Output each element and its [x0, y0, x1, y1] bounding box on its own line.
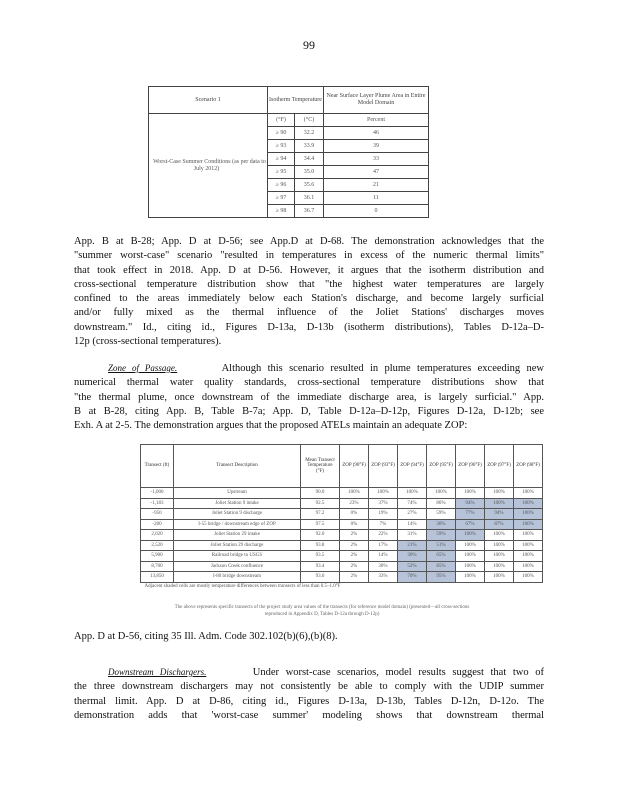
zop-cell: 100% [485, 572, 514, 583]
transect-cell: 5,900 [141, 551, 174, 562]
zop-cell: 27% [398, 509, 427, 520]
zop-cell: 2% [340, 561, 369, 572]
paragraph-1 [74, 235, 544, 349]
t2-header: Mean Transect Temperature (°F) [301, 445, 340, 488]
zop-row [141, 572, 543, 583]
text-line: "summer worst-case" scenario "resulted in temperatures in excess of the numeric thermal limits" [74, 250, 544, 262]
zop-cell: 100% [514, 509, 543, 520]
table-note: The above represents specific transects of the project study area values of the transects (for reference model domain) (presented—all cross-sections reproduced in Appendix D, Tables D-12a through D-12p) [174, 605, 470, 617]
text-line: demonstration adds that 'worst-case summer' modeling shows that downstream thermal [74, 709, 544, 721]
unit-f: (°F) [268, 114, 295, 127]
zop-cell: 86% [427, 498, 456, 509]
zop-row [141, 551, 543, 562]
zop-cell: 100% [456, 561, 485, 572]
zop-cell: 100% [485, 498, 514, 509]
zop-cell: 100% [514, 530, 543, 541]
zop-cell: 100% [398, 488, 427, 499]
text-line [74, 361, 544, 376]
zop-cell: 65% [427, 551, 456, 562]
text-line: and/or fully mixed as the thermal influence of the Joliet Stations' discharges moves [74, 307, 544, 319]
zop-cell: 100% [456, 551, 485, 562]
mean-temp-cell: 90.0 [301, 488, 340, 499]
zop-cell: 100% [485, 540, 514, 551]
mean-temp-cell: 93.5 [301, 551, 340, 562]
table-footnote: Adjacent shaded cells are mostly temperature differences between transects of less than 0.5–1.0°F [144, 584, 341, 590]
zop-cell: 100% [427, 488, 456, 499]
t2-header: Transect Description [174, 445, 301, 488]
zop-row [141, 530, 543, 541]
t2-header: ZOP (93°F) [369, 445, 398, 488]
t1-cell: 36.7 [295, 205, 324, 218]
t1-cell: 33.9 [295, 140, 324, 153]
t1-cell: 0 [324, 205, 429, 218]
transect-cell: 13,850 [141, 572, 174, 583]
paragraph-4 [74, 665, 544, 723]
zop-row [141, 488, 543, 499]
zop-cell: 31% [398, 530, 427, 541]
t2-header: ZOP (94°F) [398, 445, 427, 488]
zop-cell: 74% [398, 498, 427, 509]
mean-temp-cell: 97.2 [301, 509, 340, 520]
transect-cell: 2,020 [141, 530, 174, 541]
zop-cell: 77% [456, 509, 485, 520]
zop-cell: 100% [514, 551, 543, 562]
description-cell: Jackson Creek confluence [174, 561, 301, 572]
description-cell: Joliet Station 9 intake [174, 498, 301, 509]
t1-cell: ≥ 95 [268, 166, 295, 179]
t1-cell: ≥ 98 [268, 205, 295, 218]
zop-cell: 100% [514, 498, 543, 509]
text-line: numerical thermal water quality standards, cross-sectional temperature distributions show that [74, 377, 544, 389]
zop-cell: 30% [398, 551, 427, 562]
t1-cell: 33 [324, 153, 429, 166]
isotherm-table [148, 86, 429, 218]
transect-cell: 8,700 [141, 561, 174, 572]
paragraph-2 [74, 361, 544, 433]
t1-cell: 47 [324, 166, 429, 179]
description-cell: I-80 bridge downstream [174, 572, 301, 583]
transect-cell: -1,000 [141, 488, 174, 499]
zop-cell: 85% [427, 561, 456, 572]
t2-header: ZOP (95°F) [427, 445, 456, 488]
zop-cell: 14% [369, 551, 398, 562]
t1-cell: 34.4 [295, 153, 324, 166]
t1-cell: 32.2 [295, 127, 324, 140]
description-cell: Joliet Station 9 discharge [174, 509, 301, 520]
t1-cell: 11 [324, 192, 429, 205]
zop-cell: 100% [456, 572, 485, 583]
zop-cell: 17% [369, 540, 398, 551]
mean-temp-cell: 93.8 [301, 540, 340, 551]
text-line: "the thermal plume, once downstream of the immediate discharge area, is largely surficial." App. [74, 391, 544, 403]
mean-temp-cell: 93.4 [301, 561, 340, 572]
t2-header: ZOP (90°F) [340, 445, 369, 488]
text-line: App. B at B-28; App. D at D-56; see App.D at D-68. The demonstration acknowledges that the [74, 236, 544, 247]
text-line: App. D at D-56, citing 35 Ill. Adm. Code 302.102(b)(6),(b)(8). [74, 631, 338, 642]
zop-table [140, 444, 543, 592]
zop-header-row [141, 445, 543, 488]
zop-cell: 37% [369, 498, 398, 509]
description-cell: Joliet Station 29 discharge [174, 540, 301, 551]
zop-cell: 87% [485, 519, 514, 530]
text-line: downstream." Id., citing id., Figures D-13a, D-13b (isotherm distributions), Tables D-12a–D- [74, 321, 544, 333]
mean-temp-cell: 93.0 [301, 572, 340, 583]
text-line: that took effect in 2018. App. D at D-56. However, it argues that the isotherm distribution and [74, 264, 544, 276]
zop-cell: 14% [398, 519, 427, 530]
zop-cell: 2% [340, 540, 369, 551]
text-fragment: Although this scenario resulted in plume temperatures exceeding new [221, 363, 545, 374]
zop-row [141, 519, 543, 530]
zop-cell: 100% [369, 488, 398, 499]
zop-cell: 0% [340, 509, 369, 520]
page-number: 99 [303, 38, 315, 52]
zop-row [141, 509, 543, 520]
text-line: Exh. A at 2-5. The demonstration argues that the proposed ATELs maintain an adequate ZOP: [74, 420, 468, 432]
t2-header: ZOP (98°F) [514, 445, 543, 488]
unit-area: Percent [324, 114, 429, 127]
zop-cell: 7% [369, 519, 398, 530]
zop-cell: 2% [340, 572, 369, 583]
transect-cell: -1,183 [141, 498, 174, 509]
zop-cell: 100% [485, 561, 514, 572]
zop-cell: 30% [427, 519, 456, 530]
zop-cell: 23% [340, 498, 369, 509]
transect-cell: -200 [141, 519, 174, 530]
t1-cell: 35.0 [295, 166, 324, 179]
zop-cell: 100% [514, 519, 543, 530]
zop-cell: 2% [340, 551, 369, 562]
zop-cell: 94% [456, 498, 485, 509]
zop-cell: 59% [427, 509, 456, 520]
t2-header: Transect (ft) [141, 445, 174, 488]
t1-cell: 36.1 [295, 192, 324, 205]
zop-cell: 100% [485, 551, 514, 562]
scenario-header: Scenario 1 [149, 87, 268, 114]
zop-cell: 21% [398, 540, 427, 551]
mean-temp-cell: 92.0 [301, 530, 340, 541]
unit-c: (°C) [295, 114, 324, 127]
section-heading: Zone of Passage. [108, 363, 178, 373]
scenario-label: Worst-Case Summer Conditions (as per data to July 2012) [149, 114, 268, 218]
zop-row [141, 498, 543, 509]
zop-cell: 51% [427, 540, 456, 551]
t1-cell: 21 [324, 179, 429, 192]
text-line: confined to the areas immediately below each Station's discharge, and become largely surficial [74, 293, 544, 305]
zop-cell: 22% [369, 530, 398, 541]
text-fragment: Under worst-case scenarios, model results suggest that two of [252, 667, 545, 678]
zop-cell: 100% [514, 540, 543, 551]
t1-cell: ≥ 96 [268, 179, 295, 192]
plume-area-header: Near Surface Layer Plume Area in Entire Model Domain [324, 87, 429, 114]
transect-cell: 2,520 [141, 540, 174, 551]
zop-cell: 100% [456, 540, 485, 551]
zop-cell: 100% [514, 572, 543, 583]
text-line: cross-sectional temperature distribution show that "the highest water temperatures are largely [74, 278, 544, 290]
text-line [74, 665, 544, 680]
zop-cell: 100% [485, 488, 514, 499]
zop-cell: 59% [427, 530, 456, 541]
zop-cell: 33% [369, 572, 398, 583]
zop-cell: 100% [514, 488, 543, 499]
zop-row [141, 540, 543, 551]
zop-cell: 67% [456, 519, 485, 530]
text-line: thermal limit. App. D at D-86, citing id., Figures D-13a, D-13b, Tables D-12n, D-12o. The [74, 695, 544, 707]
zop-cell: 94% [485, 509, 514, 520]
description-cell: Railroad bridge to USGS [174, 551, 301, 562]
isotherm-header: Isotherm Temperature [268, 87, 324, 114]
zop-cell: 19% [369, 509, 398, 520]
zop-cell: 30% [369, 561, 398, 572]
zop-cell: 70% [398, 572, 427, 583]
t2-header: ZOP (96°F) [456, 445, 485, 488]
t1-cell: ≥ 94 [268, 153, 295, 166]
paragraph-3 [74, 630, 544, 644]
t1-cell: ≥ 90 [268, 127, 295, 140]
zop-cell: 100% [514, 561, 543, 572]
transect-cell: -950 [141, 509, 174, 520]
mean-temp-cell: 97.5 [301, 519, 340, 530]
zop-cell: 100% [340, 488, 369, 499]
description-cell: Upstream [174, 488, 301, 499]
description-cell: Joliet Station 29 intake [174, 530, 301, 541]
t1-cell: 46 [324, 127, 429, 140]
zop-cell: 95% [427, 572, 456, 583]
mean-temp-cell: 92.5 [301, 498, 340, 509]
zop-cell: 52% [398, 561, 427, 572]
section-heading: Downstream Dischargers. [108, 667, 207, 677]
t1-cell: 39 [324, 140, 429, 153]
zop-cell: 100% [456, 488, 485, 499]
zop-row [141, 561, 543, 572]
t2-header: ZOP (97°F) [485, 445, 514, 488]
zop-cell: 100% [485, 530, 514, 541]
t1-cell: ≥ 93 [268, 140, 295, 153]
text-line: the three downstream dischargers may not consistently be able to comply with the UDIP summer [74, 681, 544, 693]
zop-cell: 100% [456, 530, 485, 541]
text-line: 12p (cross-sectional temperatures). [74, 336, 222, 348]
description-cell: I-55 bridge / downstream edge of ZOP [174, 519, 301, 530]
zop-cell: 2% [340, 530, 369, 541]
t1-cell: 35.6 [295, 179, 324, 192]
t1-cell: ≥ 97 [268, 192, 295, 205]
text-line: B at B-28, citing App. B, Table B-7a; App. D, Table D-12a–D-12p, Figures D-12a, D-12b; see [74, 405, 544, 417]
zop-cell: 0% [340, 519, 369, 530]
